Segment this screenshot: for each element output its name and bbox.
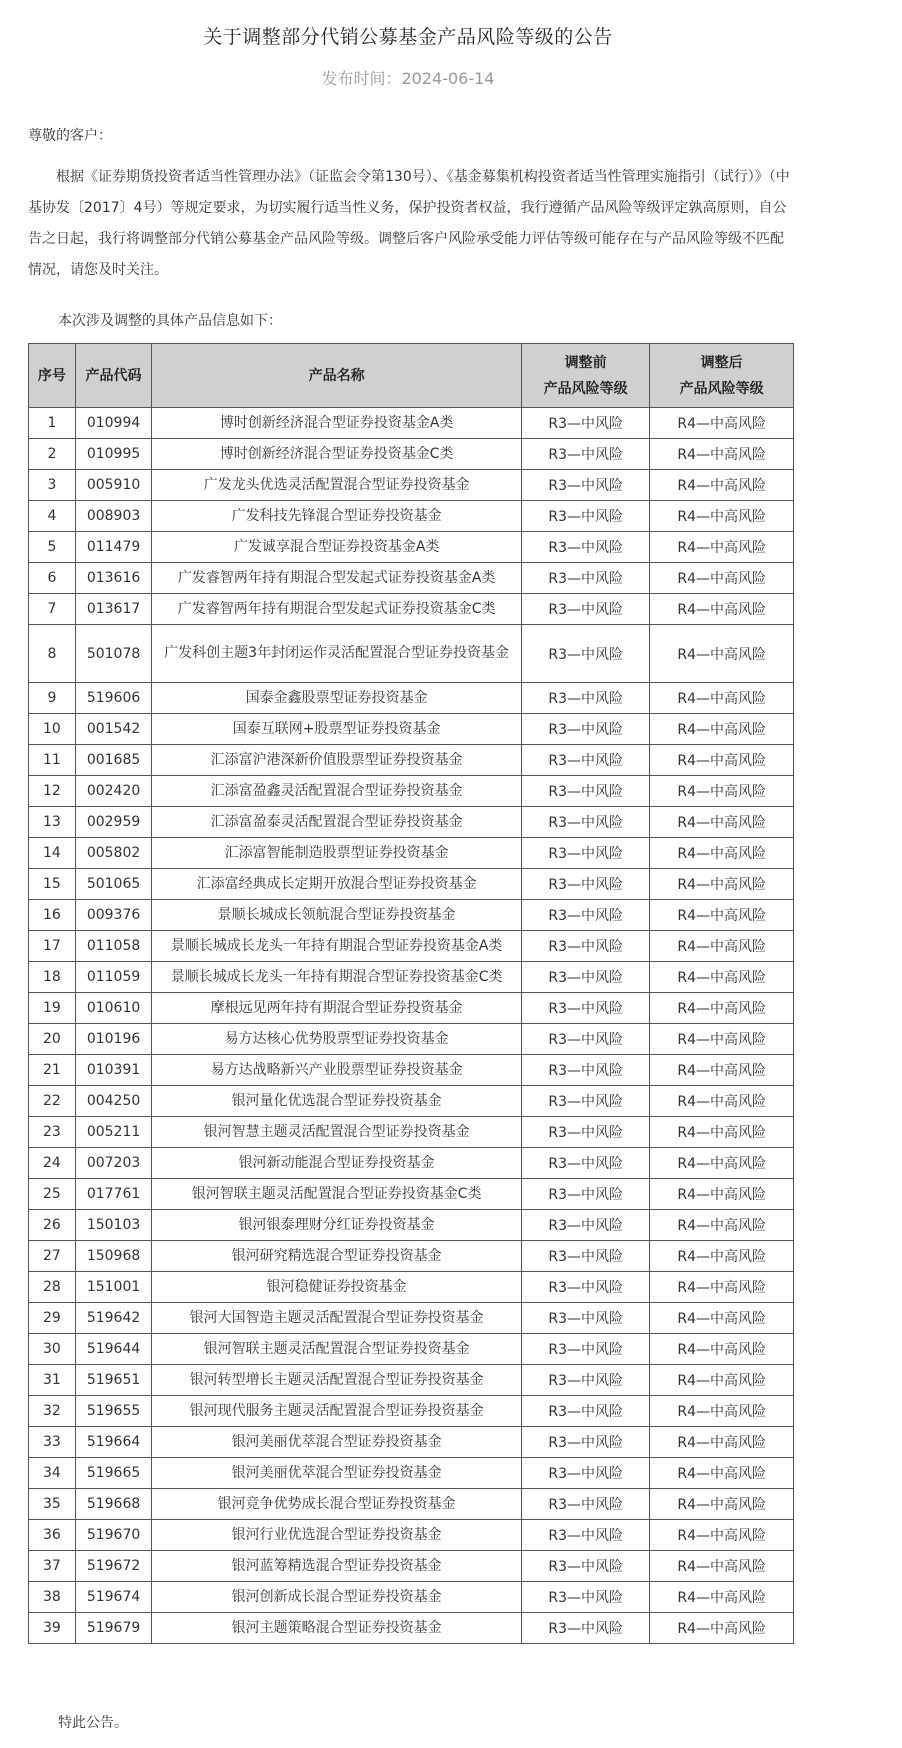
table-row [29,501,794,532]
cell-risk-before: R3—中风险 [522,1117,650,1148]
cell-risk-before: R3—中风险 [522,1179,650,1210]
greeting: 尊敬的客户： [28,128,112,144]
table-row [29,1582,794,1613]
cell-seq: 39 [29,1613,76,1644]
cell-name: 银河主题策略混合型证券投资基金 [152,1613,522,1644]
cell-seq: 4 [29,501,76,532]
header-name: 产品名称 [152,344,522,408]
cell-risk-before: R3—中风险 [522,1272,650,1303]
cell-risk-before: R3—中风险 [522,1520,650,1551]
cell-risk-before: R3—中风险 [522,683,650,714]
cell-seq: 2 [29,439,76,470]
cell-risk-before: R3—中风险 [522,1582,650,1613]
cell-name: 景顺长城成长龙头一年持有期混合型证券投资基金A类 [152,931,522,962]
cell-name: 景顺长城成长领航混合型证券投资基金 [152,900,522,931]
cell-risk-before: R3—中风险 [522,625,650,683]
table-row [29,683,794,714]
table-row [29,1241,794,1272]
page-title: 关于调整部分代销公募基金产品风险等级的公告 [203,26,613,48]
cell-seq: 9 [29,683,76,714]
table-row [29,470,794,501]
cell-risk-after: R4—中高风险 [650,1241,794,1272]
cell-risk-before: R3—中风险 [522,1210,650,1241]
cell-name: 博时创新经济混合型证券投资基金A类 [152,408,522,439]
cell-risk-after: R4—中高风险 [650,1086,794,1117]
cell-risk-after: R4—中高风险 [650,1272,794,1303]
table-body [29,408,794,1644]
cell-risk-after: R4—中高风险 [650,1396,794,1427]
cell-seq: 16 [29,900,76,931]
header-risk-before [522,344,650,408]
cell-code: 519664 [75,1427,151,1458]
cell-seq: 30 [29,1334,76,1365]
cell-code: 519655 [75,1396,151,1427]
cell-code: 011058 [75,931,151,962]
table-row [29,714,794,745]
cell-code: 151001 [75,1272,151,1303]
cell-code: 002420 [75,776,151,807]
closing-text: 特此公告。 [58,1715,128,1731]
cell-seq: 28 [29,1272,76,1303]
cell-seq: 5 [29,532,76,563]
cell-seq: 3 [29,470,76,501]
cell-name: 银河量化优选混合型证券投资基金 [152,1086,522,1117]
cell-code: 519670 [75,1520,151,1551]
publish-date: 发布时间：2024-06-14 [321,69,495,88]
cell-seq: 12 [29,776,76,807]
cell-risk-after: R4—中高风险 [650,1458,794,1489]
cell-risk-after: R4—中高风险 [650,594,794,625]
cell-seq: 18 [29,962,76,993]
cell-seq: 24 [29,1148,76,1179]
cell-risk-after: R4—中高风险 [650,1489,794,1520]
table-row [29,1179,794,1210]
cell-seq: 32 [29,1396,76,1427]
table-row [29,1520,794,1551]
cell-name: 广发睿智两年持有期混合型发起式证券投资基金C类 [152,594,522,625]
table-row [29,776,794,807]
table-row [29,625,794,683]
cell-name: 汇添富智能制造股票型证券投资基金 [152,838,522,869]
cell-code: 001542 [75,714,151,745]
header-risk-after [650,344,794,408]
table-row [29,1489,794,1520]
cell-risk-after: R4—中高风险 [650,1582,794,1613]
cell-code: 519665 [75,1458,151,1489]
cell-risk-before: R3—中风险 [522,1303,650,1334]
table-row [29,1458,794,1489]
table-row [29,408,794,439]
cell-name: 银河智联主题灵活配置混合型证券投资基金 [152,1334,522,1365]
table-row [29,1427,794,1458]
cell-risk-before: R3—中风险 [522,776,650,807]
cell-name: 银河现代服务主题灵活配置混合型证券投资基金 [152,1396,522,1427]
header-risk-before-line2: 产品风险等级 [543,380,628,397]
cell-risk-after: R4—中高风险 [650,1334,794,1365]
cell-seq: 36 [29,1520,76,1551]
cell-risk-before: R3—中风险 [522,470,650,501]
table-row [29,1396,794,1427]
cell-name: 银河行业优选混合型证券投资基金 [152,1520,522,1551]
cell-risk-after: R4—中高风险 [650,501,794,532]
cell-name: 银河稳健证券投资基金 [152,1272,522,1303]
table-row [29,807,794,838]
table-row [29,1334,794,1365]
table-row [29,1210,794,1241]
table-lead-text: 本次涉及调整的具体产品信息如下： [58,313,282,329]
header-risk-after-line1: 调整后 [700,354,743,371]
cell-code: 011059 [75,962,151,993]
cell-risk-before: R3—中风险 [522,807,650,838]
cell-risk-before: R3—中风险 [522,1086,650,1117]
cell-name: 银河大国智造主题灵活配置混合型证券投资基金 [152,1303,522,1334]
cell-risk-before: R3—中风险 [522,1148,650,1179]
product-risk-table [28,343,794,1644]
cell-code: 002959 [75,807,151,838]
cell-name: 银河创新成长混合型证券投资基金 [152,1582,522,1613]
cell-risk-after: R4—中高风险 [650,563,794,594]
cell-code: 007203 [75,1148,151,1179]
cell-risk-before: R3—中风险 [522,900,650,931]
cell-risk-before: R3—中风险 [522,501,650,532]
header-seq: 序号 [29,344,76,408]
cell-code: 013617 [75,594,151,625]
cell-name: 银河美丽优萃混合型证券投资基金 [152,1458,522,1489]
cell-risk-after: R4—中高风险 [650,1303,794,1334]
cell-code: 519674 [75,1582,151,1613]
cell-seq: 8 [29,625,76,683]
cell-code: 001685 [75,745,151,776]
table-row [29,1024,794,1055]
cell-seq: 13 [29,807,76,838]
table-row [29,1303,794,1334]
cell-seq: 33 [29,1427,76,1458]
cell-seq: 17 [29,931,76,962]
cell-risk-after: R4—中高风险 [650,1210,794,1241]
cell-name: 银河蓝筹精选混合型证券投资基金 [152,1551,522,1582]
table-row [29,900,794,931]
cell-seq: 6 [29,563,76,594]
cell-seq: 7 [29,594,76,625]
cell-name: 银河美丽优萃混合型证券投资基金 [152,1427,522,1458]
cell-seq: 35 [29,1489,76,1520]
cell-risk-after: R4—中高风险 [650,931,794,962]
cell-seq: 21 [29,1055,76,1086]
cell-risk-before: R3—中风险 [522,1024,650,1055]
cell-name: 易方达战略新兴产业股票型证券投资基金 [152,1055,522,1086]
cell-name: 汇添富盈鑫灵活配置混合型证券投资基金 [152,776,522,807]
cell-risk-after: R4—中高风险 [650,1613,794,1644]
table-row [29,869,794,900]
cell-risk-after: R4—中高风险 [650,1024,794,1055]
cell-seq: 37 [29,1551,76,1582]
cell-name: 广发诚享混合型证券投资基金A类 [152,532,522,563]
cell-code: 501078 [75,625,151,683]
table-row [29,439,794,470]
cell-code: 519642 [75,1303,151,1334]
table-row [29,532,794,563]
cell-name: 景顺长城成长龙头一年持有期混合型证券投资基金C类 [152,962,522,993]
cell-risk-before: R3—中风险 [522,408,650,439]
cell-risk-before: R3—中风险 [522,1396,650,1427]
cell-seq: 11 [29,745,76,776]
cell-name: 汇添富盈泰灵活配置混合型证券投资基金 [152,807,522,838]
cell-seq: 26 [29,1210,76,1241]
table-row [29,1055,794,1086]
cell-code: 519644 [75,1334,151,1365]
table-row [29,1148,794,1179]
cell-code: 005802 [75,838,151,869]
table-row [29,1613,794,1644]
cell-risk-before: R3—中风险 [522,838,650,869]
header-risk-after-line2: 产品风险等级 [679,380,764,397]
cell-risk-before: R3—中风险 [522,1365,650,1396]
cell-code: 010196 [75,1024,151,1055]
table-row [29,745,794,776]
table-row [29,1365,794,1396]
cell-code: 005211 [75,1117,151,1148]
cell-risk-after: R4—中高风险 [650,993,794,1024]
cell-risk-before: R3—中风险 [522,714,650,745]
cell-risk-after: R4—中高风险 [650,683,794,714]
cell-name: 银河竞争优势成长混合型证券投资基金 [152,1489,522,1520]
cell-risk-after: R4—中高风险 [650,470,794,501]
cell-code: 519606 [75,683,151,714]
table-header-row [29,344,794,408]
cell-code: 010994 [75,408,151,439]
cell-risk-after: R4—中高风险 [650,962,794,993]
table-row [29,1272,794,1303]
cell-risk-before: R3—中风险 [522,594,650,625]
cell-seq: 25 [29,1179,76,1210]
cell-code: 519672 [75,1551,151,1582]
cell-seq: 27 [29,1241,76,1272]
cell-risk-before: R3—中风险 [522,439,650,470]
cell-code: 004250 [75,1086,151,1117]
cell-code: 010610 [75,993,151,1024]
cell-risk-after: R4—中高风险 [650,1055,794,1086]
cell-name: 银河智慧主题灵活配置混合型证券投资基金 [152,1117,522,1148]
cell-code: 150968 [75,1241,151,1272]
cell-risk-after: R4—中高风险 [650,625,794,683]
cell-seq: 23 [29,1117,76,1148]
cell-name: 易方达核心优势股票型证券投资基金 [152,1024,522,1055]
cell-name: 广发龙头优选灵活配置混合型证券投资基金 [152,470,522,501]
header-risk-before-line1: 调整前 [564,354,607,371]
cell-risk-before: R3—中风险 [522,1458,650,1489]
cell-risk-before: R3—中风险 [522,1334,650,1365]
cell-code: 519651 [75,1365,151,1396]
cell-code: 150103 [75,1210,151,1241]
cell-risk-before: R3—中风险 [522,563,650,594]
cell-name: 汇添富沪港深新价值股票型证券投资基金 [152,745,522,776]
cell-name: 广发科技先锋混合型证券投资基金 [152,501,522,532]
cell-seq: 22 [29,1086,76,1117]
cell-risk-after: R4—中高风险 [650,714,794,745]
cell-name: 广发科创主题3年封闭运作灵活配置混合型证券投资基金 [152,625,522,683]
table-row [29,931,794,962]
cell-risk-after: R4—中高风险 [650,1179,794,1210]
table-row [29,594,794,625]
table-row [29,1086,794,1117]
cell-risk-after: R4—中高风险 [650,900,794,931]
cell-risk-before: R3—中风险 [522,993,650,1024]
cell-risk-after: R4—中高风险 [650,807,794,838]
cell-risk-after: R4—中高风险 [650,869,794,900]
cell-name: 国泰互联网+股票型证券投资基金 [152,714,522,745]
cell-seq: 14 [29,838,76,869]
cell-name: 汇添富经典成长定期开放混合型证券投资基金 [152,869,522,900]
cell-code: 010995 [75,439,151,470]
cell-risk-after: R4—中高风险 [650,532,794,563]
cell-seq: 10 [29,714,76,745]
cell-code: 005910 [75,470,151,501]
cell-seq: 1 [29,408,76,439]
cell-name: 银河智联主题灵活配置混合型证券投资基金C类 [152,1179,522,1210]
cell-seq: 20 [29,1024,76,1055]
cell-name: 银河银泰理财分红证券投资基金 [152,1210,522,1241]
cell-risk-before: R3—中风险 [522,869,650,900]
cell-risk-after: R4—中高风险 [650,1148,794,1179]
cell-risk-after: R4—中高风险 [650,1520,794,1551]
table-row [29,1117,794,1148]
cell-risk-after: R4—中高风险 [650,1365,794,1396]
cell-risk-after: R4—中高风险 [650,745,794,776]
cell-name: 博时创新经济混合型证券投资基金C类 [152,439,522,470]
cell-code: 519668 [75,1489,151,1520]
cell-seq: 19 [29,993,76,1024]
cell-code: 009376 [75,900,151,931]
intro-paragraph: 根据《证券期货投资者适当性管理办法》（证监会令第130号）、《基金募集机构投资者适当性管理实施指引（试行）》（中基协发〔2017〕4号）等规定要求，为切实履行适当性义务，保护投资者权益，我行遵循产品风险等级评定孰高原则，自公告之日起，我行将调整部分代销公募基金产品风险等级。调整后客户风险承受能力评估等级可能存在与产品风险等级不匹配情况，请您及时关注。 [28,169,790,278]
cell-risk-before: R3—中风险 [522,1489,650,1520]
cell-code: 501065 [75,869,151,900]
cell-risk-after: R4—中高风险 [650,838,794,869]
table-row [29,1551,794,1582]
cell-risk-before: R3—中风险 [522,1427,650,1458]
cell-seq: 34 [29,1458,76,1489]
cell-risk-after: R4—中高风险 [650,439,794,470]
cell-risk-before: R3—中风险 [522,1055,650,1086]
cell-seq: 15 [29,869,76,900]
table-row [29,563,794,594]
cell-name: 银河研究精选混合型证券投资基金 [152,1241,522,1272]
cell-risk-after: R4—中高风险 [650,1117,794,1148]
cell-name: 广发睿智两年持有期混合型发起式证券投资基金A类 [152,563,522,594]
cell-risk-before: R3—中风险 [522,931,650,962]
cell-name: 国泰金鑫股票型证券投资基金 [152,683,522,714]
cell-risk-before: R3—中风险 [522,1551,650,1582]
cell-risk-after: R4—中高风险 [650,1551,794,1582]
cell-risk-after: R4—中高风险 [650,1427,794,1458]
table-row [29,838,794,869]
cell-risk-after: R4—中高风险 [650,776,794,807]
cell-name: 银河转型增长主题灵活配置混合型证券投资基金 [152,1365,522,1396]
cell-code: 013616 [75,563,151,594]
cell-seq: 31 [29,1365,76,1396]
cell-risk-before: R3—中风险 [522,1241,650,1272]
cell-code: 008903 [75,501,151,532]
cell-name: 摩根远见两年持有期混合型证券投资基金 [152,993,522,1024]
cell-risk-before: R3—中风险 [522,962,650,993]
cell-code: 017761 [75,1179,151,1210]
cell-risk-after: R4—中高风险 [650,408,794,439]
cell-name: 银河新动能混合型证券投资基金 [152,1148,522,1179]
cell-risk-before: R3—中风险 [522,532,650,563]
cell-seq: 29 [29,1303,76,1334]
header-code: 产品代码 [75,344,151,408]
table-row [29,962,794,993]
cell-code: 519679 [75,1613,151,1644]
cell-code: 011479 [75,532,151,563]
cell-risk-before: R3—中风险 [522,1613,650,1644]
cell-seq: 38 [29,1582,76,1613]
cell-code: 010391 [75,1055,151,1086]
cell-risk-before: R3—中风险 [522,745,650,776]
table-row [29,993,794,1024]
